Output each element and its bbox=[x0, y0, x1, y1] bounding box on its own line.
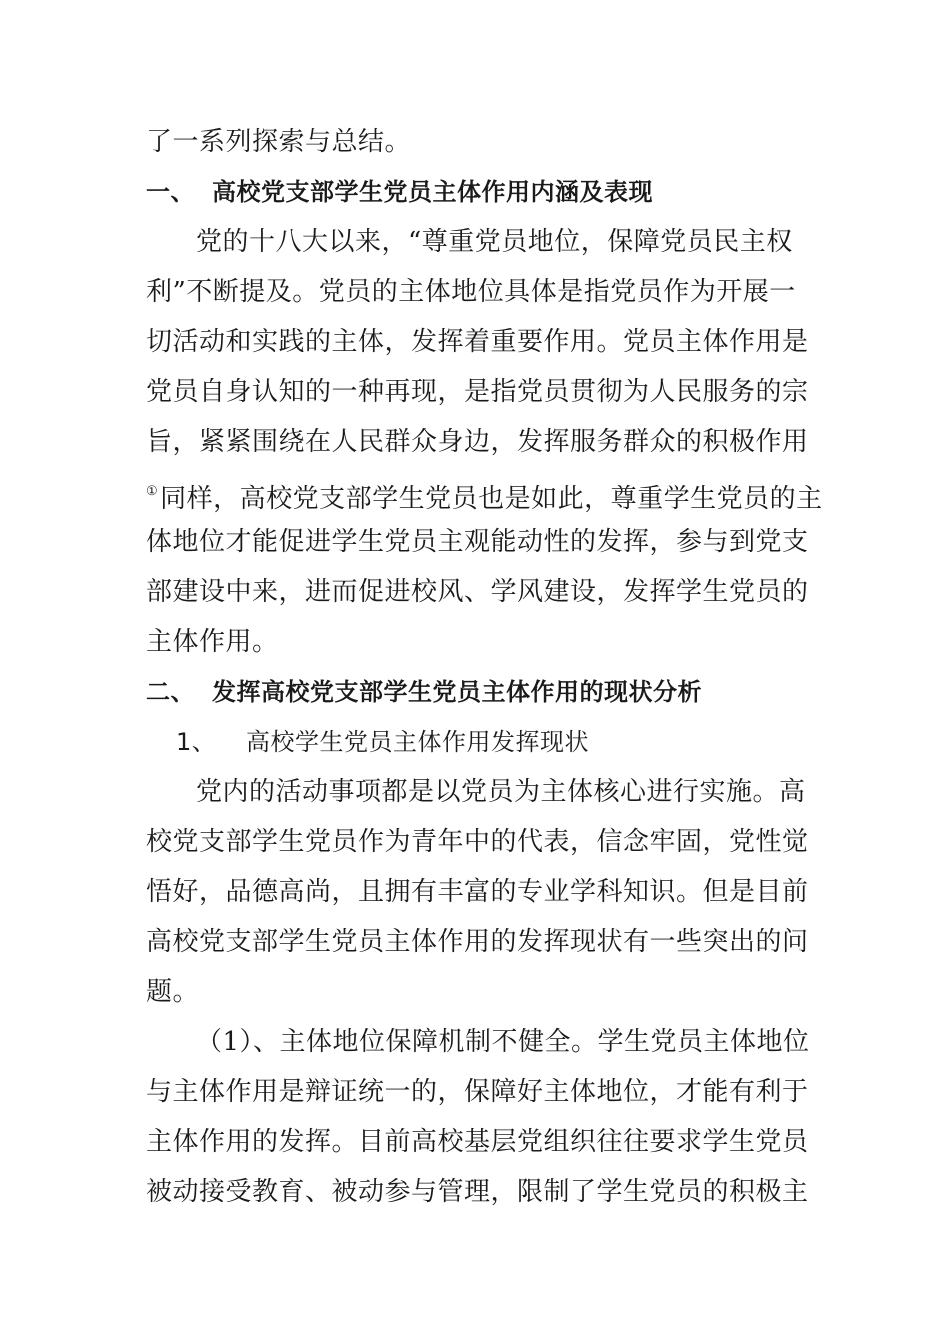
section-number: 一、 bbox=[146, 178, 195, 206]
section-number: 二、 bbox=[146, 678, 195, 706]
section-title: 高校党支部学生党员主体作用内涵及表现 bbox=[212, 178, 653, 206]
text-line: 题。 bbox=[146, 977, 200, 1007]
section-title: 发挥高校党支部学生党员主体作用的现状分析 bbox=[212, 678, 702, 706]
subsection-heading-1 bbox=[176, 726, 589, 758]
text-line: 高校党支部学生党员主体作用的发挥现状有一些突出的问 bbox=[146, 927, 809, 957]
section-heading-1 bbox=[146, 176, 653, 208]
text-line: 党员自身认知的一种再现，是指党员贯彻为人民服务的宗 bbox=[146, 377, 809, 407]
text-line: 与主体作用是辩证统一的，保障好主体地位，才能有利于 bbox=[146, 1077, 809, 1107]
text-line: 体地位才能促进学生党员主观能动性的发挥，参与到党支 bbox=[146, 527, 809, 557]
subsection-number: 1、 bbox=[176, 728, 217, 756]
text-line: 主体作用的发挥。目前高校基层党组织往往要求学生党员 bbox=[146, 1127, 809, 1157]
text-line: 悟好，品德高尚，且拥有丰富的专业学科知识。但是目前 bbox=[146, 877, 809, 907]
text-line: 旨，紧紧围绕在人民群众身边，发挥服务群众的积极作用 bbox=[146, 427, 809, 457]
text-line-content: 同样，高校党支部学生党员也是如此，尊重学生党员的主 bbox=[160, 484, 823, 514]
text-line: 部建设中来，进而促进校风、学风建设，发挥学生党员的 bbox=[146, 577, 809, 607]
text-line: 利”不断提及。党员的主体地位具体是指党员作为开展一 bbox=[146, 277, 796, 307]
text-line: 切活动和实践的主体，发挥着重要作用。党员主体作用是 bbox=[146, 327, 809, 357]
text-line: 校党支部学生党员作为青年中的代表，信念牢固，党性觉 bbox=[146, 827, 809, 857]
text-line-with-footnote bbox=[146, 476, 823, 515]
text-line: 被动接受教育、被动参与管理，限制了学生党员的积极主 bbox=[146, 1177, 809, 1207]
text-line: 了一系列探索与总结。 bbox=[146, 127, 412, 157]
text-line: （1）、主体地位保障机制不健全。学生党员主体地位 bbox=[196, 1027, 810, 1057]
section-heading-2 bbox=[146, 676, 702, 708]
text-line: 党内的活动事项都是以党员为主体核心进行实施。高 bbox=[196, 777, 806, 807]
text-line: 主体作用。 bbox=[146, 627, 279, 657]
footnote-marker: ① bbox=[146, 484, 159, 499]
text-line: 党的十八大以来，“尊重党员地位，保障党员民主权 bbox=[196, 227, 793, 257]
subsection-title: 高校学生党员主体作用发挥现状 bbox=[246, 728, 589, 756]
